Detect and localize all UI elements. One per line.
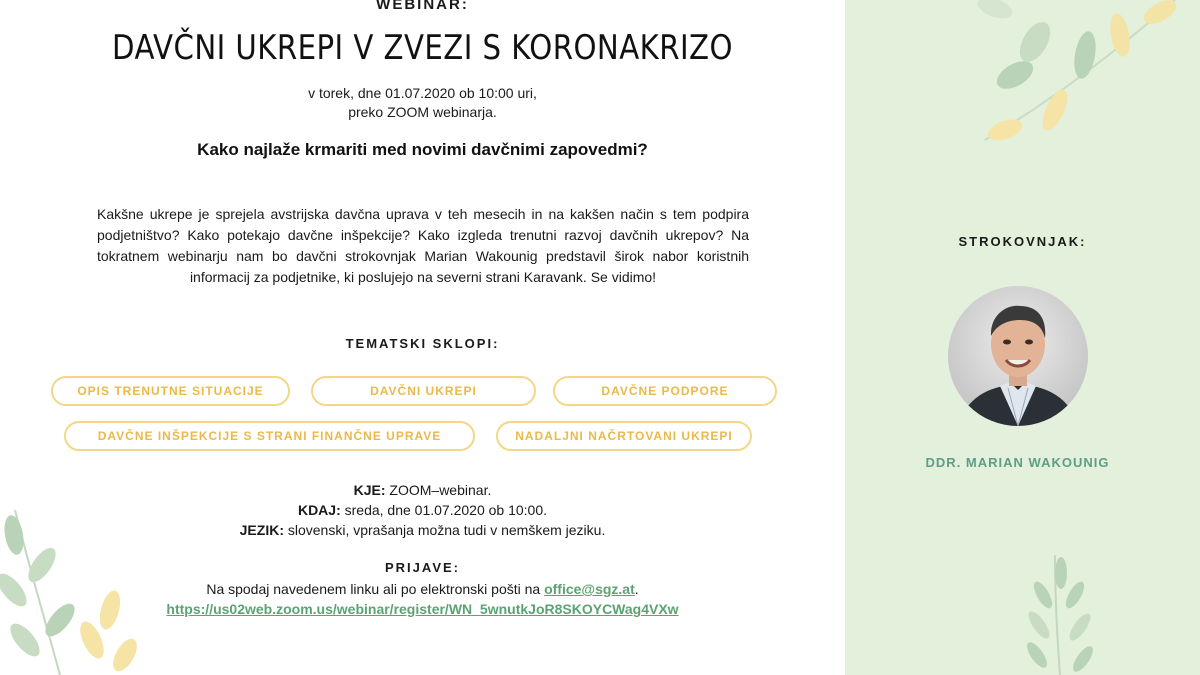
topic-pill: DAVČNE INŠPEKCIJE S STRANI FINANČNE UPRAVE (64, 421, 475, 451)
subtitle-question: Kako najlaže krmariti med novimi davčnimi zapovedmi? (197, 140, 648, 159)
topic-pill: NADALJNI NAČRTOVANI UKREPI (496, 421, 752, 451)
date-line-2: preko ZOOM webinarja. (348, 104, 497, 120)
leaves-top-right-decoration (975, 0, 1200, 165)
when-value: sreda, dne 01.07.2020 ob 10:00. (344, 502, 548, 518)
intro-paragraph: Kakšne ukrepe je sprejela avstrijska davčna uprava v teh mesecih in na kakšen način s tem podpira podjetništvo? Kako potekajo davčne inšpekcije? Kako izgleda trenutni razvoj davčnih ukrepov? Na tokratnem webinarju nam bo davčni strokovnjak Marian Wakounig predstavil širok nabor koristnih informacij za podjetnike, ki poslujejo na severni strani Karavank. Se vidimo! (97, 206, 749, 285)
expert-name: DDR. MARIAN WAKOUNIG (925, 455, 1110, 470)
email-link[interactable]: office@sgz.at (544, 581, 635, 597)
expert-heading: STROKOVNJAK: (958, 234, 1087, 249)
topic-pill: OPIS TRENUTNE SITUACIJE (51, 376, 290, 406)
avatar (948, 286, 1088, 426)
language-label: JEZIK: (239, 522, 284, 538)
expert-portrait (948, 286, 1088, 426)
where-label: KJE: (353, 482, 386, 498)
language-value: slovenski, vprašanja možna tudi v nemškem jeziku. (287, 522, 606, 538)
signup-description: Na spodaj navedenem linku ali po elektronski pošti na (206, 581, 541, 597)
when-row (0, 500, 845, 520)
where-value: ZOOM–webinar. (389, 482, 492, 498)
topic-pill: DAVČNE PODPORE (553, 376, 777, 406)
event-details (0, 480, 845, 540)
webinar-date (0, 84, 845, 122)
registration-link[interactable]: https://us02web.zoom.us/webinar/register/WN_5wnutkJoR8SKOYCWag4VXw (166, 601, 679, 617)
signup-text (0, 579, 845, 599)
language-row (0, 520, 845, 540)
signup-heading: PRIJAVE: (385, 560, 460, 575)
topic-pill: DAVČNI UKREPI (311, 376, 536, 406)
topics-heading: TEMATSKI SKLOPI: (345, 336, 500, 351)
webinar-kicker: WEBINAR: (376, 0, 469, 13)
page-title: DAVČNI UKREPI V ZVEZI S KORONAKRIZO (112, 28, 733, 68)
leaves-bottom-right-decoration (1005, 555, 1105, 675)
signup-dot: . (634, 581, 639, 597)
where-row (0, 480, 845, 500)
when-label: KDAJ: (297, 502, 341, 518)
date-line-1: v torek, dne 01.07.2020 ob 10:00 uri, (308, 85, 537, 101)
